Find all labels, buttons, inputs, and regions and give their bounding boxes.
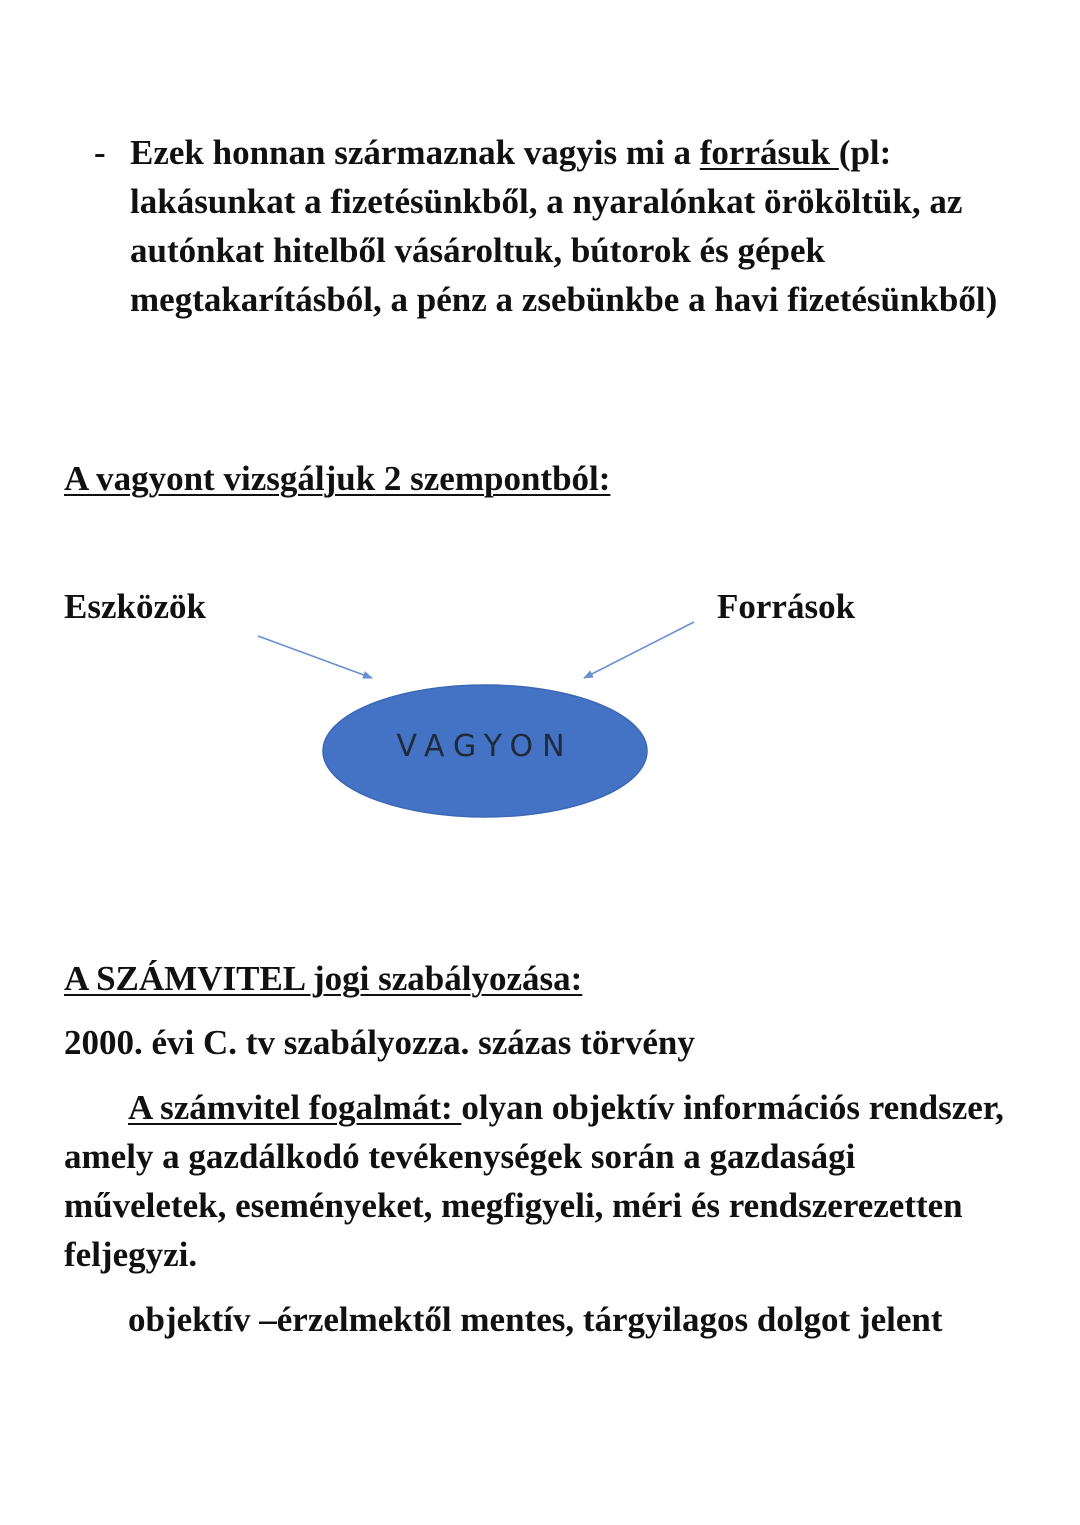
objektiv-note (64, 1295, 1024, 1344)
forrasuk-underlined: forrásuk (699, 133, 839, 172)
objektiv-text: objektív –érzelmektől mentes, tárgyilagos dolgot jelent (128, 1300, 943, 1339)
heading-szamvitel: A SZÁMVITEL jogi szabályozása: (64, 959, 583, 998)
heading-vagyon: A vagyont vizsgáljuk 2 szempontból: (64, 459, 611, 498)
arrow-from-forrasok (584, 622, 694, 678)
label-forrasok: Források (717, 587, 856, 626)
law-line: 2000. évi C. tv szabályozza. százas törvény (64, 1023, 695, 1062)
label-eszkozok: Eszközök (64, 587, 206, 626)
vagyon-label: VAGYON (396, 729, 574, 764)
vagyon-diagram (240, 610, 720, 830)
bullet-text-before: Ezek honnan származnak vagyis mi a (130, 133, 700, 172)
bullet-text-after: (pl: lakásunkat a fizetésünkből, a nyaralónkat örököltük, az autónkat hitelből vásároltuk, bútorok és gépek megtakarításból, a pénz a zsebünkbe a havi fizetésünkből) (130, 133, 998, 319)
definition-text: olyan objektív információs rendszer, amely a gazdálkodó tevékenységek során a gazdasági műveletek, eseményeket, megfigyeli, méri és rendszerezetten feljegyzi. (64, 1088, 1004, 1274)
bullet-dash: - (94, 133, 106, 172)
definition-term: A számvitel fogalmát: (128, 1088, 462, 1127)
bullet-paragraph (130, 128, 1050, 324)
definition-paragraph (64, 1083, 1024, 1279)
arrow-from-eszkozok (258, 636, 372, 678)
